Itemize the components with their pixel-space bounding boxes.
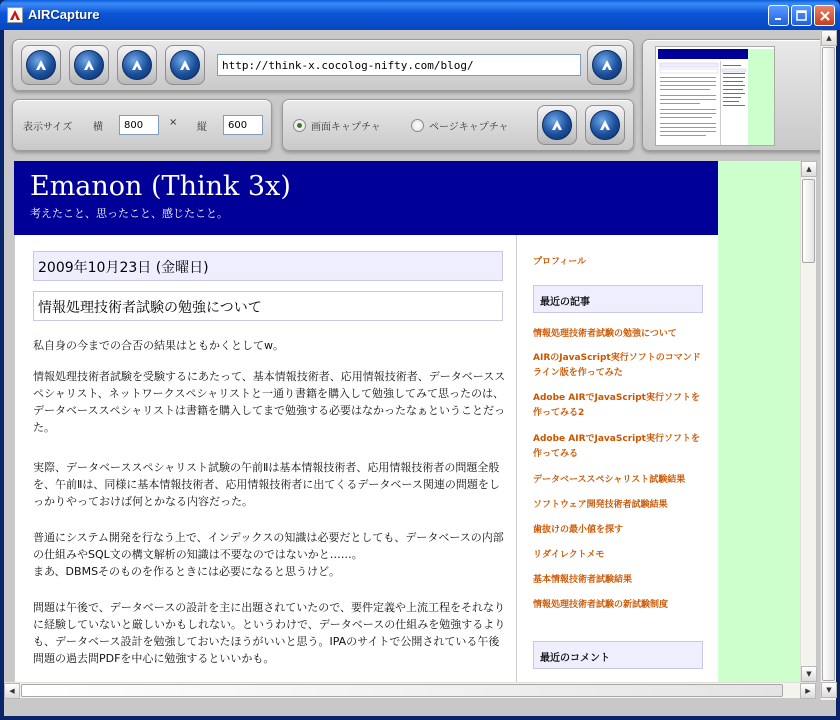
thumbnail-panel [642,39,830,151]
air-logo-icon [170,50,200,80]
blog-content [14,235,718,682]
blog-subtitle: 考えたこと、思ったこと、感じたこと。 [30,207,228,220]
post-date: 2009年10月23日 (金曜日) [33,251,503,281]
blog-title[interactable]: Emanon (Think 3x) [30,171,291,202]
window-title: AIRCapture [28,7,100,22]
capture-button[interactable] [537,105,577,145]
profile-link[interactable]: プロフィール [533,257,587,267]
air-logo-icon [74,50,104,80]
go-button[interactable] [587,45,627,85]
height-input[interactable] [223,115,263,135]
forward-button[interactable] [69,45,109,85]
horizontal-scrollbar[interactable] [4,682,816,698]
display-size-label: 表示サイズ [23,122,73,133]
maximize-button[interactable] [791,5,812,26]
air-logo-icon [542,110,572,140]
reload-button[interactable] [117,45,157,85]
blog-header [14,161,718,235]
scroll-down-arrow-icon[interactable]: ▼ [821,682,837,698]
height-label: 縦 [197,122,207,133]
times-sign: × [169,117,178,128]
save-button[interactable] [585,105,625,145]
side-strip [718,161,800,682]
scroll-thumb[interactable] [822,47,835,681]
scroll-up-arrow-icon[interactable]: ▲ [801,161,817,177]
recent-post-link[interactable]: AIRのJavaScript実行ソフトのコマンドライン版を作ってみた [533,353,701,378]
post-title[interactable]: 情報処理技術者試験の勉強について [33,291,503,321]
page-capture-label[interactable]: ページキャプチャ [429,122,509,133]
recent-post-link[interactable]: Adobe AIRでJavaScript実行ソフトを作ってみる [533,434,700,459]
page-thumbnail[interactable] [655,46,775,146]
close-button[interactable] [814,5,835,26]
recent-post-link[interactable]: 情報処理技術者試験の勉強について [533,329,677,339]
air-logo-icon [592,50,622,80]
air-logo-icon [26,50,56,80]
recent-posts-heading: 最近の記事 [533,285,703,313]
scroll-up-arrow-icon[interactable]: ▲ [821,30,837,46]
post-paragraph: 普通にシステム開発を行なう上で、インデックスの知識は必要だとしても、データベースの内部の仕組みやSQL文の構文解析の知識は不要なのではないかと……。 まあ、DBMSそのものを作るときには必要になると思うけど。 [33,531,504,578]
scroll-right-arrow-icon[interactable]: ▶ [800,683,816,699]
minimize-button[interactable] [768,5,789,26]
url-input[interactable] [217,54,581,76]
radio-screen-capture[interactable] [293,119,306,132]
navigation-toolbar [12,39,634,91]
column-divider [516,235,517,682]
recent-post-link[interactable]: 情報処理技術者試験の新試験制度 [533,600,669,610]
screen-capture-label[interactable]: 画面キャプチャ [311,122,381,133]
back-button[interactable] [21,45,61,85]
recent-post-link[interactable]: リダイレクトメモ [533,550,605,560]
app-icon [7,7,23,23]
scroll-thumb[interactable] [21,684,783,697]
home-button[interactable] [165,45,205,85]
viewport-vertical-scrollbar[interactable] [800,161,816,682]
app-client-area [4,30,836,716]
scroll-left-arrow-icon[interactable]: ◀ [4,683,20,699]
capture-mode-panel [282,99,634,151]
post-paragraph: 問題は午後で、データベースの設計を主に出題されていたので、要件定義や上流工程をそれなりに経験していないと厳しいかもしれない。というわけで、データベースの仕組みを勉強するよりも、データベース設計を勉強しておいたほうがいいと思う。IPAのサイトで公開されている午後問題の過去問PDFを中心に勉強するといいかも。 [33,601,506,665]
recent-comments-heading: 最近のコメント [533,641,703,669]
air-logo-icon [122,50,152,80]
scroll-thumb[interactable] [802,179,815,263]
recent-post-link[interactable]: データベーススペシャリスト試験結果 [533,475,686,485]
radio-page-capture[interactable] [411,119,424,132]
recent-post-link[interactable]: 歯抜けの最小値を探す [533,525,624,535]
scroll-down-arrow-icon[interactable]: ▼ [801,666,817,682]
recent-post-link[interactable]: Adobe AIRでJavaScript実行ソフトを作ってみる2 [533,393,700,418]
display-size-panel [12,99,272,151]
recent-post-link[interactable]: 基本情報技術者試験結果 [533,575,633,585]
post-paragraph: 情報処理技術者試験を受験するにあたって、基本情報技術者、応用情報技術者、データベーススペシャリスト、ネットワークスペシャリストと一通り書籍を購入して勉強してみて思ったのは、データベーススペシャリストは書籍を購入してまで勉強する必要はなかったなぁということだった。 [33,370,506,434]
title-bar[interactable] [0,0,840,30]
width-input[interactable] [119,115,159,135]
post-paragraph: 実際、データベーススペシャリスト試験の午前Ⅱは基本情報技術者、応用情報技術者の問題全般を、午前Ⅱは、同様に基本情報技術者、応用情報技術者に出てくるデータベース関連の問題をしっかりやっておけば何とかなる内容だった。 [33,461,500,508]
web-page-viewport[interactable] [14,161,800,682]
post-paragraph: 私自身の今までの合否の結果はともかくとしてw。 [33,339,284,352]
recent-post-link[interactable]: ソフトウェア開発技術者試験結果 [533,500,668,510]
window-vertical-scrollbar[interactable] [820,30,836,700]
air-logo-icon [590,110,620,140]
width-label: 横 [93,122,103,133]
